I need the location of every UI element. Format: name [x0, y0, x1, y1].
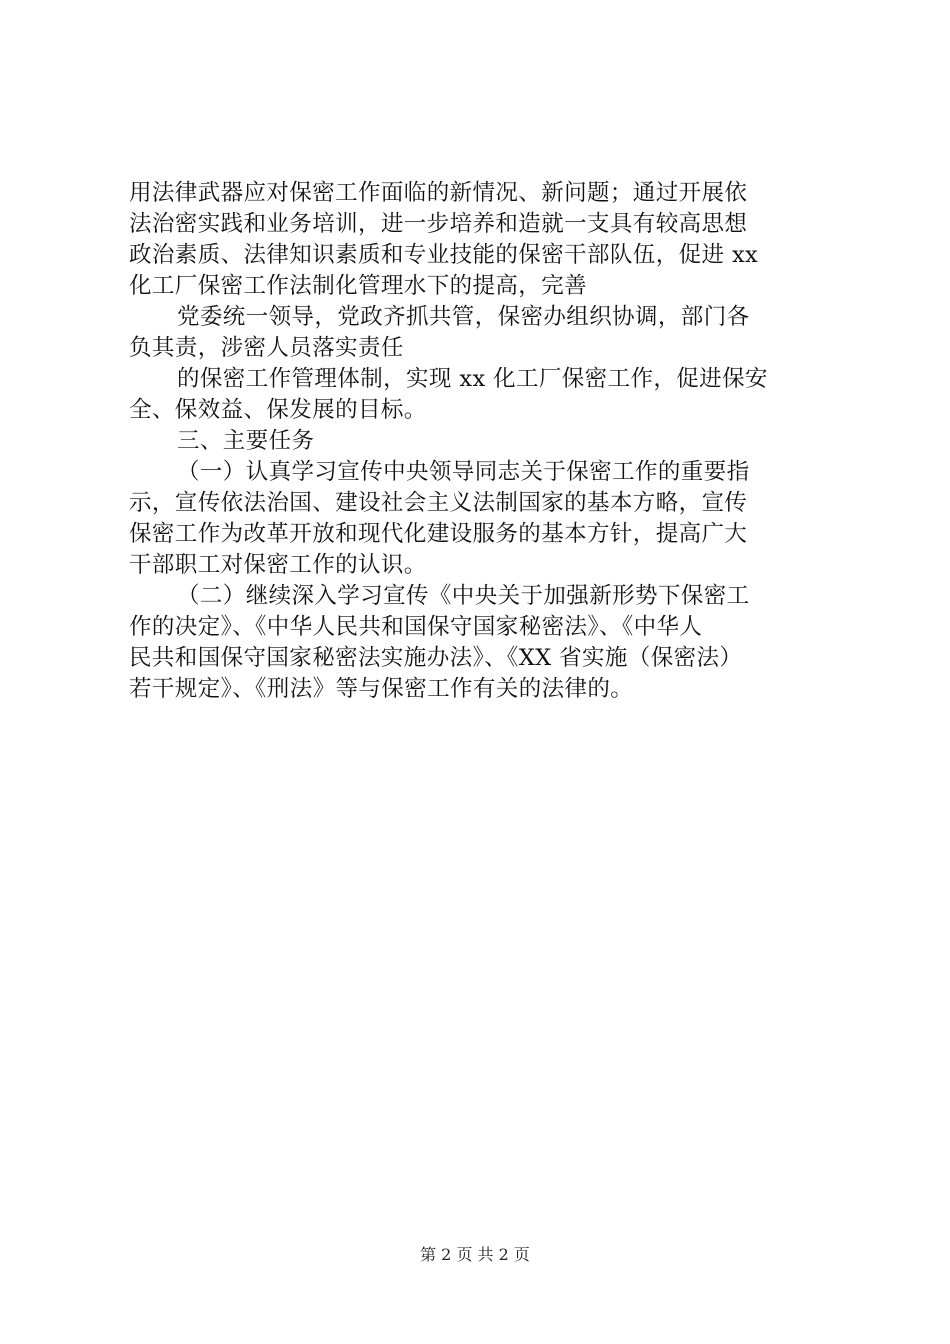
- text-line: 示，宣传依法治国、建设社会主义法制国家的基本方略，宣传: [129, 490, 748, 516]
- text-line: 作的决定》、《中华人民共和国保守国家秘密法》、《中华人: [129, 614, 703, 640]
- page-footer: [0, 1245, 950, 1265]
- document-body: [129, 178, 829, 705]
- text-line: 法治密实践和业务培训，进一步培养和造就一支具有较高思想: [129, 211, 748, 237]
- paragraph-task-2: [129, 581, 829, 705]
- paragraph-1: [129, 178, 829, 302]
- text-line: 负其责，涉密人员落实责任: [129, 335, 404, 361]
- text-line: 民共和国保守国家秘密法实施办法》、《XX 省实施（保密法）: [129, 645, 743, 671]
- heading-text: 三、主要任务: [177, 428, 315, 454]
- text-line: （二）继续深入学习宣传《中央关于加强新形势下保密工: [177, 583, 750, 609]
- text-line: 用法律武器应对保密工作面临的新情况、新问题；通过开展依: [129, 180, 748, 206]
- text-line: 干部职工对保密工作的认识。: [129, 552, 427, 578]
- page-number-label: 第 2 页 共 2 页: [420, 1245, 530, 1264]
- text-line: 若干规定》、《刑法》等与保密工作有关的法律的。: [129, 676, 634, 702]
- section-heading-main-tasks: [129, 426, 829, 457]
- paragraph-3: [129, 364, 829, 426]
- text-line: 保密工作为改革开放和现代化建设服务的基本方针，提高广大: [129, 521, 748, 547]
- text-line: 全、保效益、保发展的目标。: [129, 397, 427, 423]
- text-line: 化工厂保密工作法制化管理水下的提高，完善: [129, 273, 588, 299]
- text-line: 政治素质、法律知识素质和专业技能的保密干部队伍，促进 xx: [129, 242, 759, 268]
- text-line: 党委统一领导，党政齐抓共管，保密办组织协调，部门各: [177, 304, 750, 330]
- paragraph-task-1: [129, 457, 829, 581]
- text-line: （一）认真学习宣传中央领导同志关于保密工作的重要指: [177, 459, 750, 485]
- text-line: 的保密工作管理体制，实现 xx 化工厂保密工作，促进保安: [177, 366, 768, 392]
- paragraph-2: [129, 302, 829, 364]
